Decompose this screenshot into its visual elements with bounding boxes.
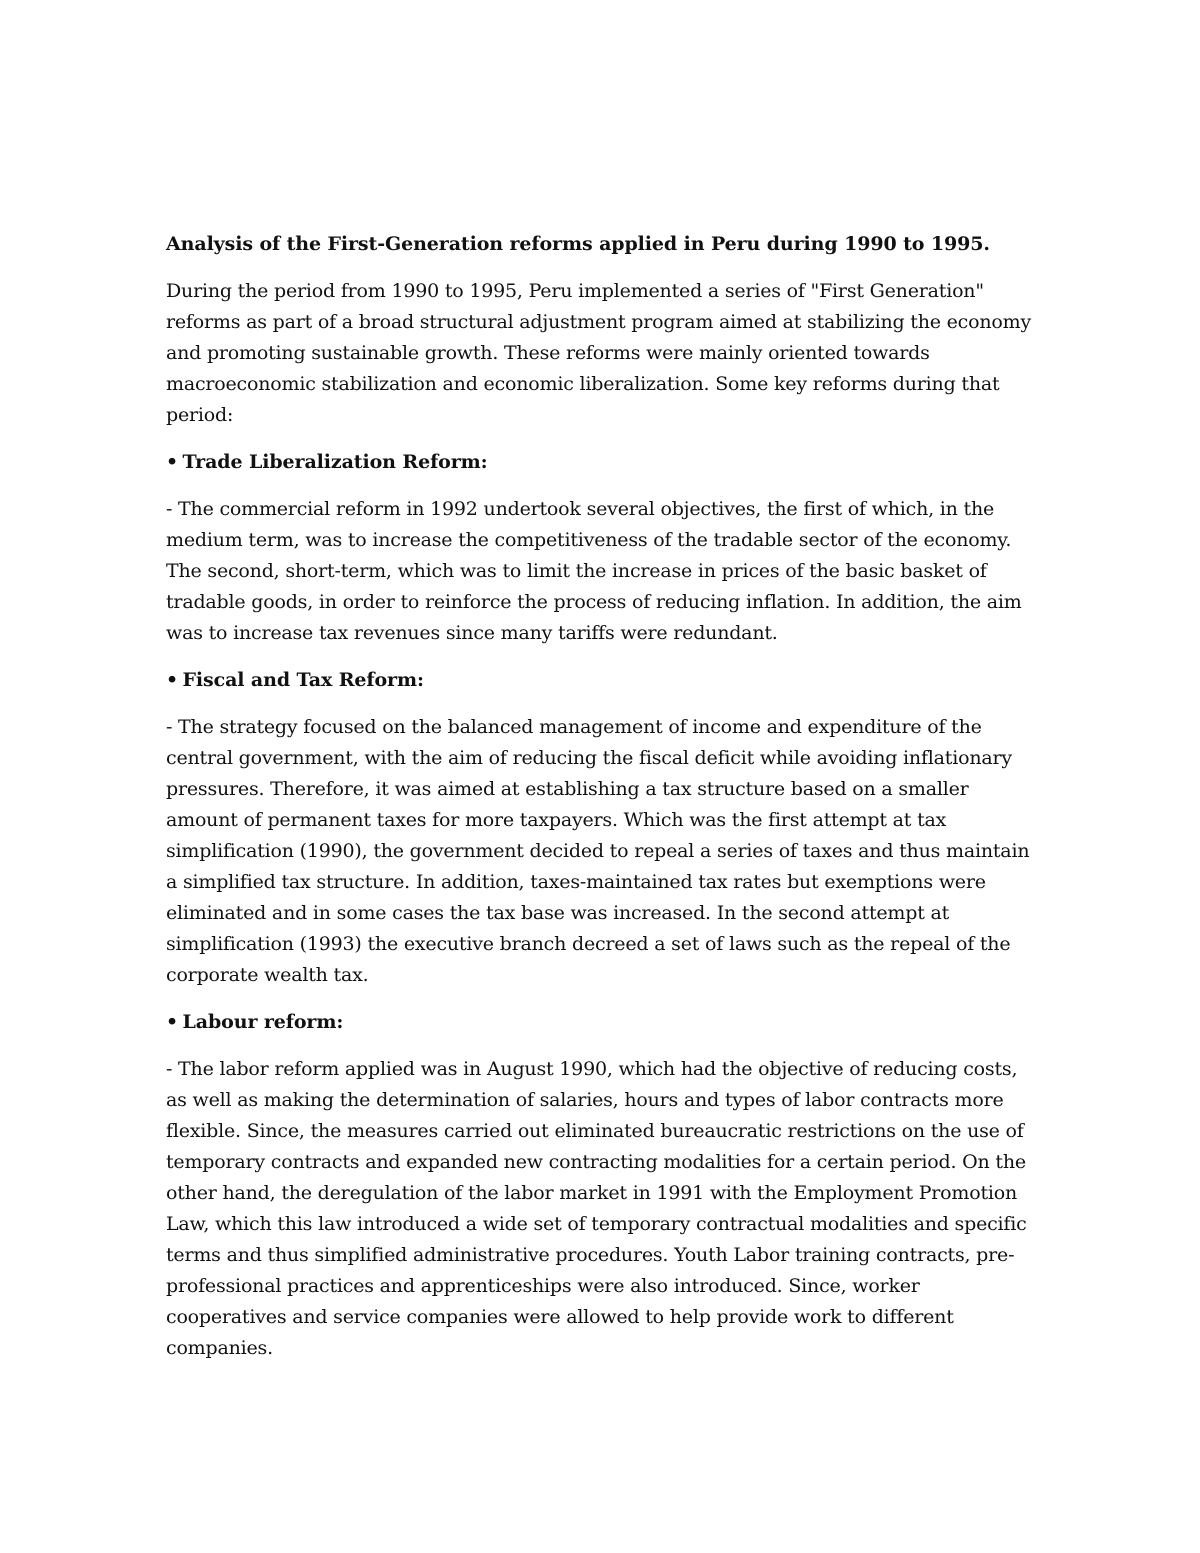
bullet-point: • bbox=[166, 1011, 179, 1033]
section-heading-labour bbox=[166, 1007, 1041, 1038]
bullet-point: • bbox=[166, 669, 179, 691]
section-body-trade: - The commercial reform in 1992 undertook several objectives, the first of which, in the medium term, was to increase the competitiveness of the tradable sector of the economy. The second, short-term, which was to limit the increase in prices of the basic basket of tradable goods, in order to reinforce the process of reducing inflation. In addition, the aim was to increase tax revenues since many tariffs were redundant. bbox=[166, 498, 1022, 644]
bullet-point: • bbox=[166, 451, 179, 473]
document-body bbox=[166, 229, 1041, 1380]
section-heading-label: Fiscal and Tax Reform: bbox=[182, 669, 424, 691]
document-title: Analysis of the First-Generation reforms applied in Peru during 1990 to 1995. bbox=[166, 233, 990, 255]
section-heading-label: Trade Liberalization Reform: bbox=[182, 451, 488, 473]
section-heading-trade bbox=[166, 447, 1041, 478]
section-heading-fiscal bbox=[166, 665, 1041, 696]
section-body-labour: - The labor reform applied was in August 1990, which had the objective of reducing costs, as well as making the determination of salaries, hours and types of labor contracts more flexible. Since, the measures carried out eliminated bureaucratic restrictions on the use of temporary contracts and expanded new contracting modalities for a certain period. On the other hand, the deregulation of the labor market in 1991 with the Employment Promotion Law, which this law introduced a wide set of temporary contractual modalities and specific terms and thus simplified administrative procedures. Youth Labor training contracts, pre-professional practices and apprenticeships were also introduced. Since, worker cooperatives and service companies were allowed to help provide work to different companies. bbox=[166, 1058, 1027, 1359]
section-body-fiscal: - The strategy focused on the balanced management of income and expenditure of the central government, with the aim of reducing the fiscal deficit while avoiding inflationary pressures. Therefore, it was aimed at establishing a tax structure based on a smaller amount of permanent taxes for more taxpayers. Which was the first attempt at tax simplification (1990), the government decided to repeal a series of taxes and thus maintain a simplified tax structure. In addition, taxes-maintained tax rates but exemptions were eliminated and in some cases the tax base was increased. In the second attempt at simplification (1993) the executive branch decreed a set of laws such as the repeal of the corporate wealth tax. bbox=[166, 716, 1030, 986]
section-heading-label: Labour reform: bbox=[182, 1011, 344, 1033]
intro-paragraph: During the period from 1990 to 1995, Peru implemented a series of "First Generation" reforms as part of a broad structural adjustment program aimed at stabilizing the economy and promoting sustainable growth. These reforms were mainly oriented towards macroeconomic stabilization and economic liberalization. Some key reforms during that period: bbox=[166, 280, 1031, 426]
